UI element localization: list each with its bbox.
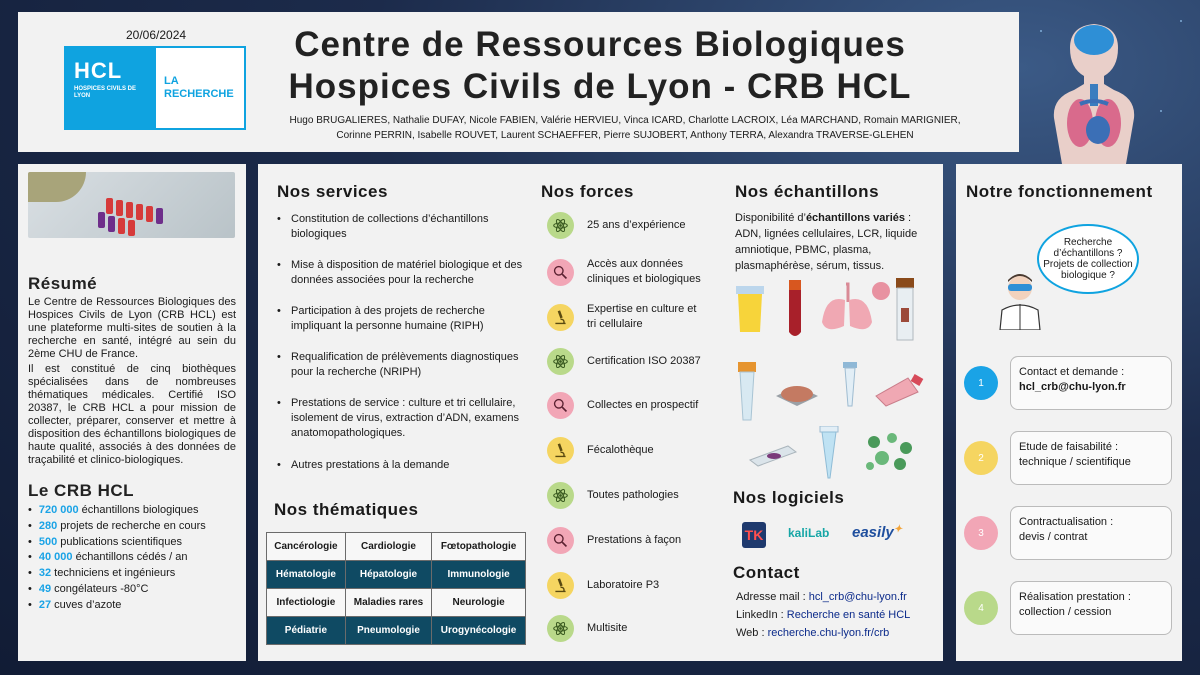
contact-block (736, 588, 936, 642)
atom-icon (547, 212, 574, 239)
thematiques-title: Nos thématiques (274, 500, 419, 519)
step-box: Etude de faisabilité : technique / scientifique (1010, 431, 1172, 485)
contact-title: Contact (733, 563, 800, 582)
services-list (274, 212, 524, 473)
crb-stat: • 280 projets de recherche en cours (28, 519, 236, 535)
tissue-icon (870, 280, 892, 302)
force-item (547, 482, 679, 509)
services-title: Nos services (277, 182, 388, 201)
contact-web: Web : recherche.chu-lyon.fr/crb (736, 627, 890, 639)
table-cell: Cardiologie (345, 533, 431, 561)
step-box: Contact et demande : hcl_crb@chu-lyon.fr (1010, 356, 1172, 410)
logo-la-recherche: LA RECHERCHE (164, 75, 234, 100)
force-label: Accès aux données cliniques et biologiques (587, 258, 701, 285)
dna-tube-icon (818, 426, 840, 480)
petri-dish-icon (772, 372, 822, 412)
step-number: 1 (964, 366, 998, 400)
magnifier-icon (547, 527, 574, 554)
microscope-icon (547, 437, 574, 464)
table-cell: Hématologie (267, 561, 346, 589)
slide-icon (748, 442, 798, 468)
kalilab-logo[interactable]: kaliLab (788, 526, 830, 540)
hcl-logo[interactable] (64, 46, 246, 130)
table-cell: Hépatologie (345, 561, 431, 589)
culture-flask-icon (874, 374, 924, 408)
tissue-jar-icon (894, 278, 916, 342)
amniotic-tube-icon (736, 362, 758, 424)
tk-logo[interactable]: TK (742, 522, 766, 548)
human-body-illustration (1024, 18, 1164, 164)
service-item: • Participation à des projets de recherche impliquant la personne humaine (RIPH) (274, 304, 524, 350)
force-item (547, 212, 685, 239)
resume-title: Résumé (28, 274, 98, 293)
force-label: Fécalothèque (587, 444, 654, 456)
magnifier-icon (547, 392, 574, 419)
date: 20/06/2024 (126, 28, 187, 42)
scientist-icon (994, 268, 1046, 330)
step-1 (964, 356, 1172, 410)
crb-stat: • 500 publications scientifiques (28, 535, 236, 551)
table-cell: Fœtopathologie (432, 533, 526, 561)
table-cell: Pneumologie (345, 617, 431, 645)
logo-hospices: HOSPICES CIVILS DE LYON (74, 86, 137, 99)
crb-stats-list (28, 503, 236, 614)
service-item: • Prestations de service : culture et tri cellulaire, isolement de virus, extraction d’ADN, examens anatomopathologiques. (274, 396, 524, 458)
table-cell: Immunologie (432, 561, 526, 589)
atom-icon (547, 482, 574, 509)
blood-tube-icon (786, 280, 804, 340)
atom-icon (547, 348, 574, 375)
force-label: Laboratoire P3 (587, 579, 660, 591)
step-number: 3 (964, 516, 998, 550)
step-2 (964, 431, 1172, 485)
microscope-icon (547, 572, 574, 599)
title-line-2: Hospices Civils de Lyon - CRB HCL (288, 67, 912, 106)
force-label: Expertise en culture et tri cellulaire (587, 303, 697, 330)
force-item (547, 302, 707, 332)
table-row (267, 617, 526, 645)
easily-logo[interactable]: easily✦ (852, 524, 903, 541)
magnifier-icon (547, 259, 574, 286)
force-item (547, 257, 717, 287)
contact-linkedin: LinkedIn : Recherche en santé HCL (736, 609, 911, 621)
page-title (258, 24, 942, 108)
service-item: • Mise à disposition de matériel biologique et des données associées pour la recherche (274, 258, 524, 304)
authors: Hugo BRUGALIERES, Nathalie DUFAY, Nicole FABIEN, Valérie HERVIEU, Vinca ICARD, Charlotte LACROIX, Léa MARCHAND, Romain MARIGNIER, Corinne PERRIN, Isabelle ROUVET, Laurent SCHAEFFER, Pierre SUJOBERT, Anthony TERRA, Alexandra TRAVERSE-GLEHEN (289, 115, 961, 141)
force-item (547, 615, 627, 642)
eppendorf-icon (842, 362, 858, 410)
step-number: 4 (964, 591, 998, 625)
resume-paragraph-2: Il est constitué de cinq biothèques spécialisées dans de nombreuses thématiques médicales. Certifié ISO 20387, le CRB HCL a pour mission de collecter, préparer, conserver et mettre à disposition des échantillons biologiques de haute qualité, associés à des données de traçabilité et clinico-biologiques. (28, 363, 236, 466)
step-box: Contractualisation : devis / contrat (1010, 506, 1172, 560)
step-number: 2 (964, 441, 998, 475)
step-email[interactable]: hcl_crb@chu-lyon.fr (1019, 381, 1126, 393)
crb-stat: • 720 000 échantillons biologiques (28, 503, 236, 519)
table-cell: Neurologie (432, 589, 526, 617)
step-3 (964, 506, 1172, 560)
service-item: • Constitution de collections d’échantillons biologiques (274, 212, 524, 258)
force-item (547, 392, 698, 419)
atom-icon (547, 615, 574, 642)
service-item: • Requalification de prélèvements diagnostiques pour la recherche (NRIPH) (274, 350, 524, 396)
force-label: Toutes pathologies (587, 489, 679, 501)
crb-stat: • 32 techniciens et ingénieurs (28, 566, 236, 582)
table-cell: Infectiologie (267, 589, 346, 617)
force-item (547, 572, 659, 599)
force-label: Collectes en prospectif (587, 399, 699, 411)
force-item (547, 348, 701, 375)
web-link[interactable]: recherche.chu-lyon.fr/crb (767, 627, 890, 639)
echantillons-text: Disponibilité d’échantillons variés : ADN, lignées cellulaires, LCR, liquide amniotique, PBMC, plasma, plasmaphérèse, sérum, tissus. (735, 212, 918, 272)
crb-stat: • 49 congélateurs -80°C (28, 582, 236, 598)
resume-paragraph-1: Le Centre de Ressources Biologiques des Hospices Civils de Lyon (CRB HCL) est une plateforme multi-sites de soutien à la recherche en santé, intégré au sein du 2ème CHU de France. (28, 296, 236, 360)
table-cell: Urogynécologie (432, 617, 526, 645)
question-bubble: Recherche d’échantillons ? Projets de collection biologique ? (1037, 224, 1139, 294)
step-box: Réalisation prestation : collection / cession (1010, 581, 1172, 635)
microscope-icon (547, 304, 574, 331)
crb-stat: • 40 000 échantillons cédés / an (28, 550, 236, 566)
service-item: • Autres prestations à la demande (274, 458, 524, 473)
fonctionnement-title: Notre fonctionnement (966, 182, 1153, 201)
cells-icon (862, 430, 918, 474)
force-item (547, 437, 654, 464)
echantillons-title: Nos échantillons (735, 182, 880, 201)
table-row (267, 561, 526, 589)
logo-hcl: HCL (74, 58, 123, 83)
lab-photo (28, 172, 235, 238)
middle-panel (258, 164, 943, 661)
left-panel (18, 164, 246, 661)
contact-mail: Adresse mail : hcl_crb@chu-lyon.fr (736, 591, 907, 603)
force-label: Multisite (587, 622, 628, 634)
logiciels-title: Nos logiciels (733, 488, 845, 507)
step-4 (964, 581, 1172, 635)
crb-stat: • 27 cuves d’azote (28, 598, 236, 614)
title-line-1: Centre de Ressources Biologiques (294, 25, 906, 64)
thematiques-table (266, 532, 526, 645)
mail-link[interactable]: hcl_crb@chu-lyon.fr (808, 591, 907, 603)
table-cell: Pédiatrie (267, 617, 346, 645)
crb-title: Le CRB HCL (28, 481, 135, 500)
force-label: Prestations à façon (587, 534, 682, 546)
force-item (547, 527, 681, 554)
header-panel (18, 12, 1019, 152)
table-cell: Maladies rares (345, 589, 431, 617)
force-label: Certification ISO 20387 (587, 355, 701, 367)
table-row (267, 533, 526, 561)
forces-title: Nos forces (541, 182, 634, 201)
table-row (267, 589, 526, 617)
table-cell: Cancérologie (267, 533, 346, 561)
urine-cup-icon (734, 282, 766, 336)
right-panel (956, 164, 1182, 661)
force-label: 25 ans d’expérience (587, 219, 686, 231)
linkedin-link[interactable]: Recherche en santé HCL (786, 609, 911, 621)
lungs-icon (818, 282, 876, 336)
